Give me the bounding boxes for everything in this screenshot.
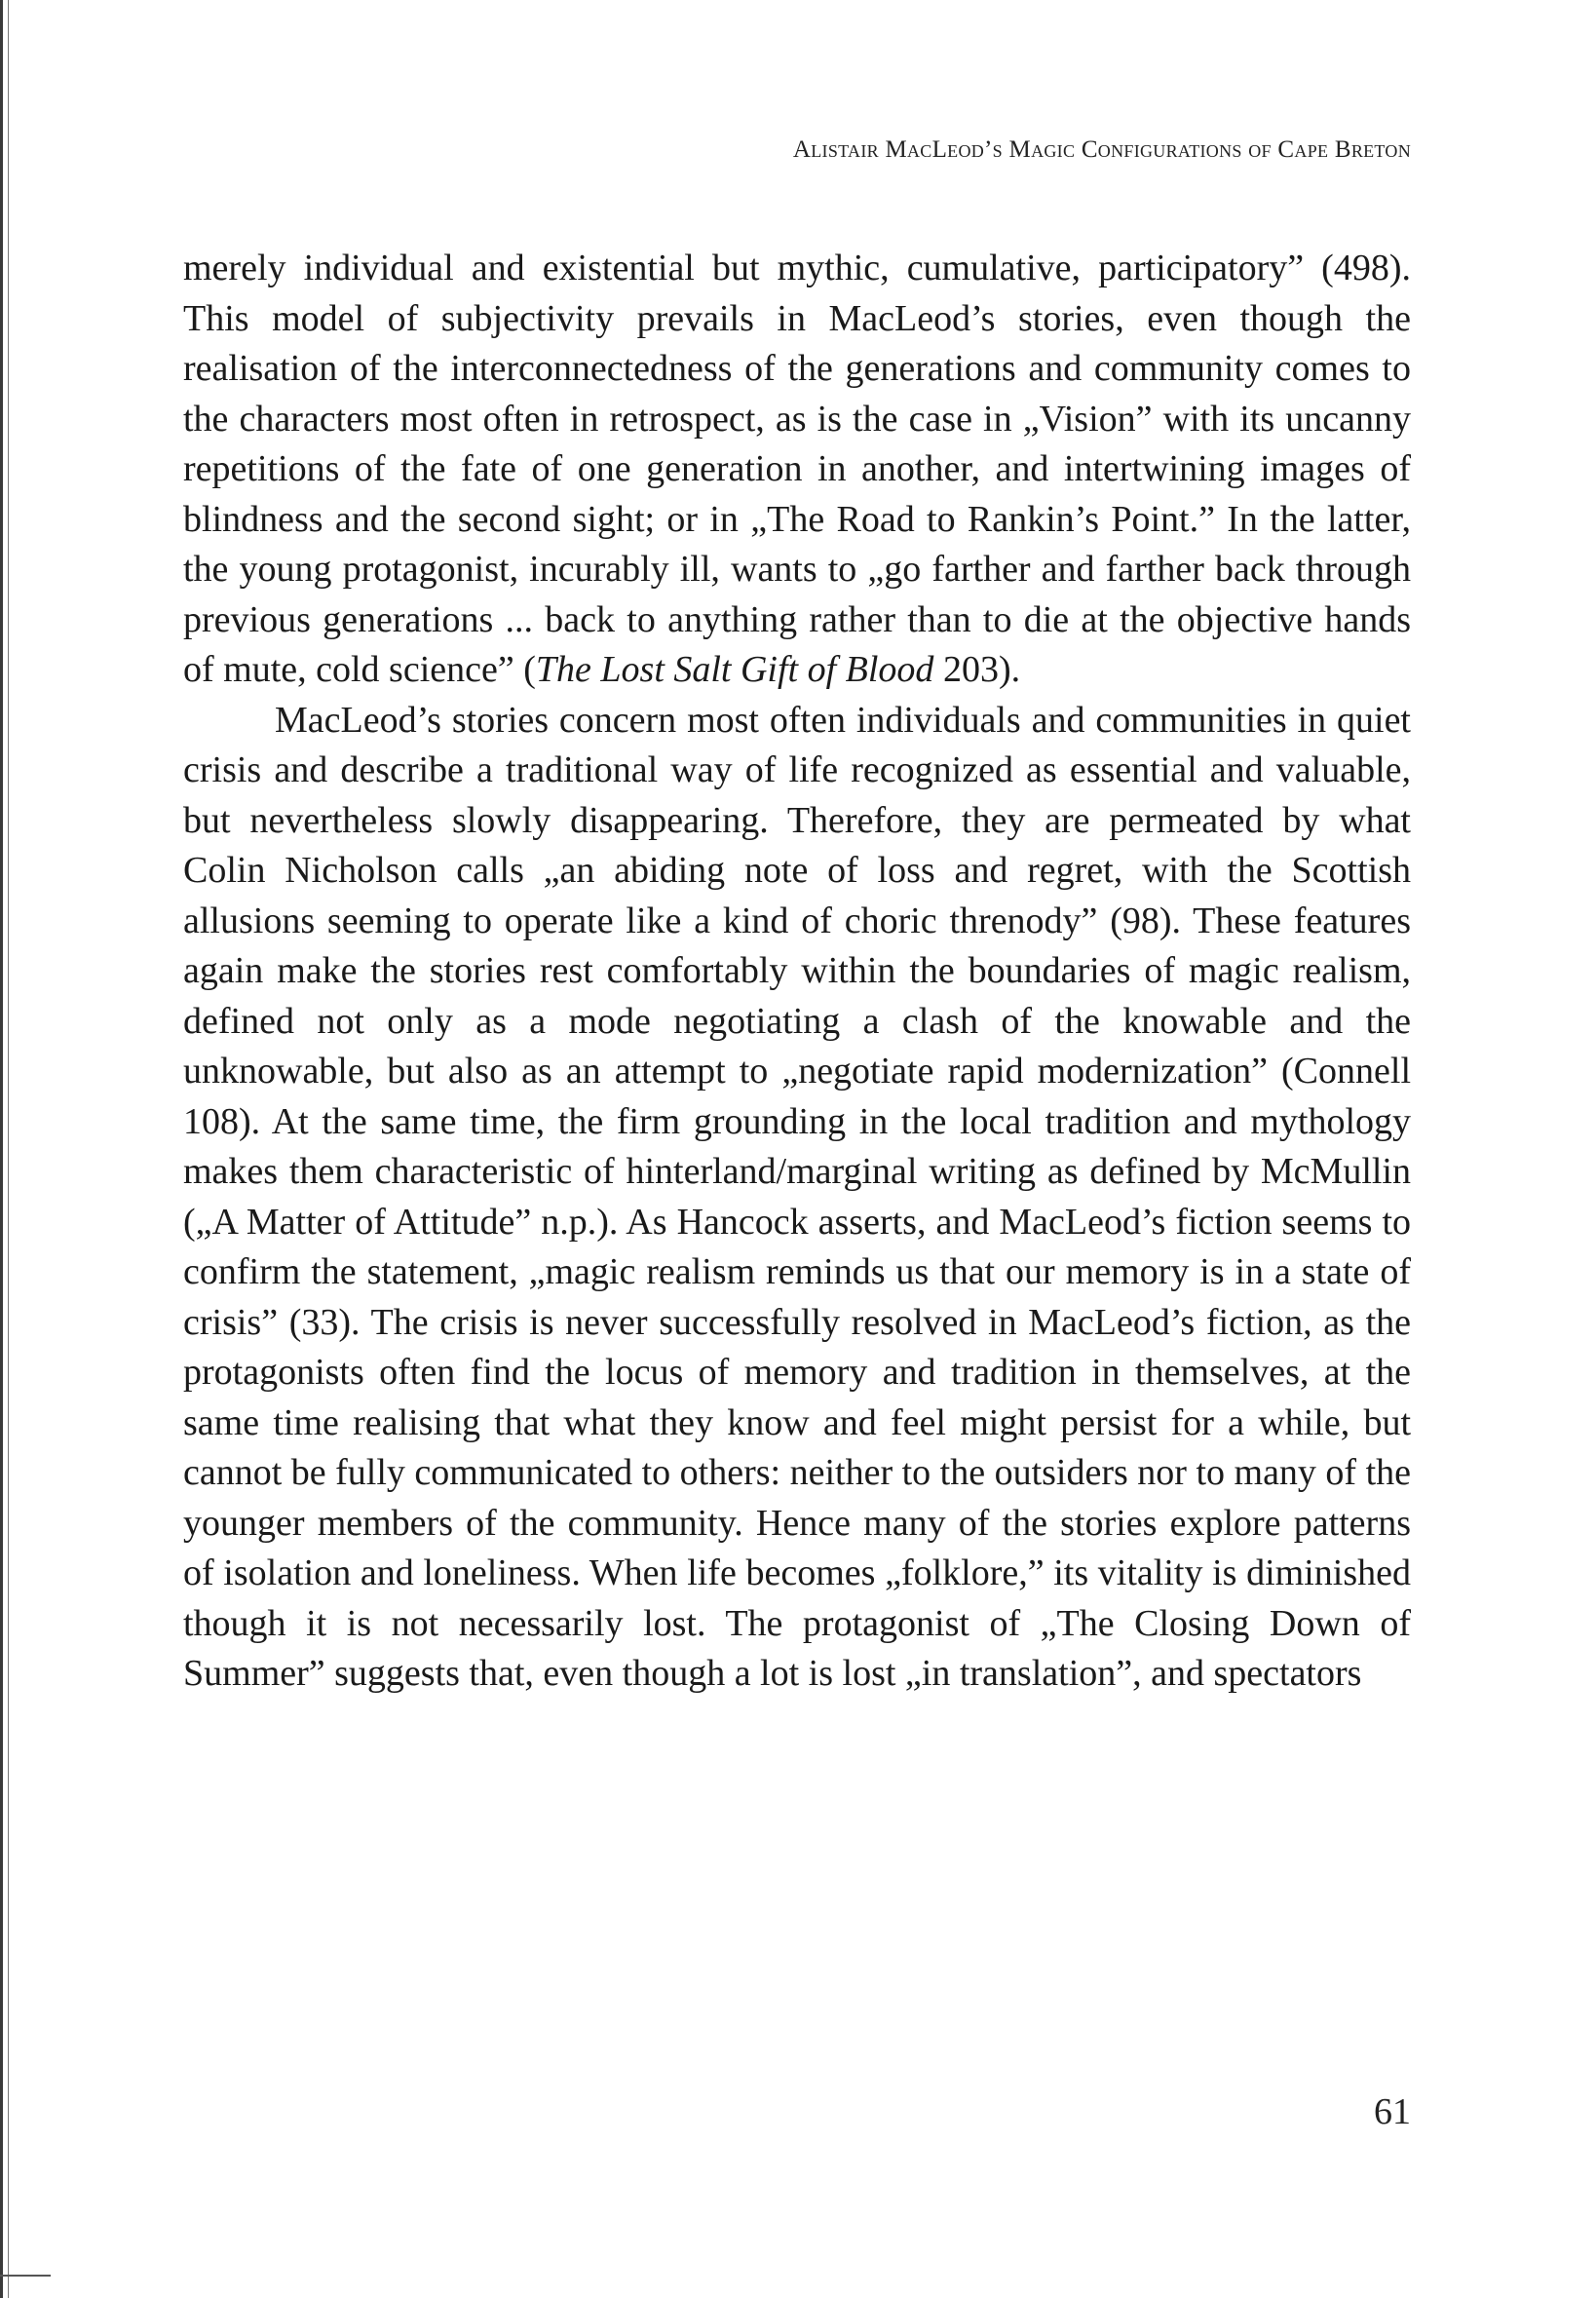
running-header: Alistair MacLeod’s Magic Configurations of Cape Breton [792,136,1411,163]
page-binding-mark [0,2275,51,2277]
paragraph-2: MacLeod’s stories concern most often individuals and communities in quiet crisis and describe a traditional way of life recognized as essential and valuable, but nevertheless slowly disappearing. Therefore, they are permeated by what Colin Nicholson calls „an abiding note of loss and regret, with the Scottish allusions seeming to operate like a kind of choric threnody” (98). These features again make the stories rest comfortably within the boundaries of magic realism, defined not only as a mode negotiating a clash of the knowable and the unknowable, but also as an attempt to „negotiate rapid modernization” (Connell 108). At the same time, the firm grounding in the local tradition and mythology makes them characteristic of hinterland/marginal writing as defined by McMullin („A Matter of Attitude” n.p.). As Hancock asserts, and MacLeod’s fiction seems to confirm the statement, „magic realism reminds us that our memory is in a state of crisis” (33). The crisis is never successfully resolved in MacLeod’s fiction, as the protagonists often find the locus of memory and tradition in themselves, at the same time realising that what they know and feel might persist for a while, but cannot be fully communicated to others: neither to the outsiders nor to many of the younger members of the community. Hence many of the stories explore patterns of isolation and loneliness. When life becomes „folklore,” its vitality is diminished though it is not necessarily lost. The protagonist of „The Closing Down of Summer” suggests that, even though a lot is lost „in translation”, and spectators [183,699,1412,1694]
page-binding-edge [0,0,12,2298]
citation-title: The Lost Salt Gift of Blood [535,649,934,690]
paragraph-1-text: merely individual and existential but mythic, cumulative, participatory” (498). This model of subjectivity prevails in MacLeod’s stories, even though the realisation of the interconnectedness of the generations and community comes to the characters most often in retrospect, as is the case in „Vision” with its uncanny repetitions of the fate of one generation in another, and intertwining images of blindness and the second sight; or in „The Road to Rankin’s Point.” In the latter, the young protagonist, incurably ill, wants to „go farther and farther back through previous generations ... back to anything rather than to die at the objective hands of mute, cold science” ( [183,248,1411,690]
paragraph-1 [183,244,1411,696]
body-text [183,244,1411,1700]
paragraph-1-citation-end: 203). [933,649,1021,690]
page-number: 61 [1374,2091,1411,2132]
